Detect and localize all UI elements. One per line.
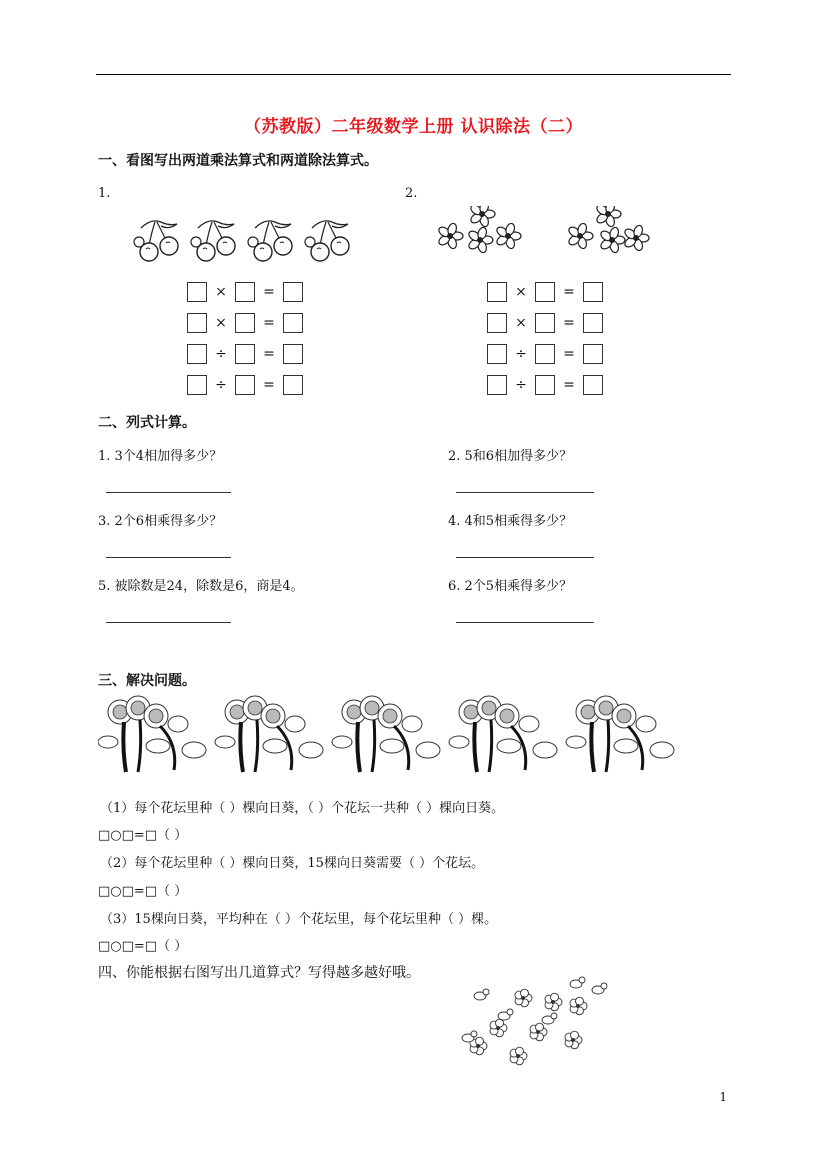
answer-box[interactable] [187,313,207,333]
answer-box[interactable] [283,344,303,364]
flowers-illustration [436,206,681,262]
equation-grid-2 [487,279,603,403]
page-number: 1 [719,1090,727,1104]
scene-animal [498,1009,513,1020]
answer-box[interactable] [187,282,207,302]
cherry-pair [248,221,292,261]
problem-2-equation: □○□=□（ ） [98,884,188,899]
equals-sign: = [263,377,275,393]
sunflower-bed [449,696,557,772]
cherry-pair [305,221,349,261]
operator-sign: ÷ [215,346,227,362]
equation-row [187,279,303,305]
answer-box[interactable] [283,313,303,333]
answer-box[interactable] [487,282,507,302]
answer-line-6[interactable] [456,622,594,623]
answer-box[interactable] [535,282,555,302]
scene-flower [570,997,587,1015]
equation-row [187,310,303,336]
equals-sign: = [563,346,575,362]
sunflower-bed [215,696,323,772]
flower [623,224,649,251]
problem-2-text: （2）每个花坛里种（ ）棵向日葵，15棵向日葵需要（ ）个花坛。 [100,856,485,871]
sunflower-bed [98,696,206,772]
equation-row [487,341,603,367]
flower [599,226,625,253]
scene-animal [592,983,607,994]
equals-sign: = [563,284,575,300]
calc-question-5: 5. 被除数是24，除数是6，商是4。 [98,579,304,594]
q2-label: 2. [405,186,418,201]
equation-row [187,372,303,398]
scene-animal [570,977,585,988]
answer-line-3[interactable] [106,557,231,558]
answer-box[interactable] [187,375,207,395]
section1-heading: 一、看图写出两道乘法算式和两道除法算式。 [98,153,378,169]
sunflower-beds-illustration [98,694,688,779]
equation-row [187,341,303,367]
answer-box[interactable] [535,313,555,333]
scene-flower [545,993,562,1011]
flower [467,226,493,253]
sunflower-bed [332,696,440,772]
answer-line-5[interactable] [106,622,231,623]
equation-grid-1 [187,279,303,403]
operator-sign: ÷ [515,346,527,362]
problem-3-text: （3）15棵向日葵，平均种在（ ）个花坛里，每个花坛里种（ ）棵。 [100,912,498,927]
answer-box[interactable] [235,375,255,395]
equals-sign: = [563,315,575,331]
equation-row [487,279,603,305]
scene-flower [490,1019,507,1037]
q1-label: 1. [98,186,111,201]
flower [437,222,463,249]
operator-sign: ÷ [215,377,227,393]
operator-sign: × [515,284,527,300]
answer-box[interactable] [583,313,603,333]
cherries-illustration [133,216,363,266]
cherry-pair [134,221,178,261]
scene-flower [515,989,532,1007]
answer-line-1[interactable] [106,492,231,493]
calc-question-4: 4. 4和5相乘得多少？ [448,514,573,529]
equals-sign: = [263,346,275,362]
scene-flower [510,1047,527,1065]
animals-flowers-illustration [458,976,618,1071]
equals-sign: = [263,284,275,300]
problem-1-text: （1）每个花坛里种（ ）棵向日葵，（ ）个花坛一共种（ ）棵向日葵。 [100,801,505,816]
answer-box[interactable] [235,344,255,364]
answer-box[interactable] [487,344,507,364]
equation-row [487,372,603,398]
scene-flower [565,1031,582,1049]
calc-question-6: 6. 2个5相乘得多少？ [448,579,573,594]
answer-box[interactable] [235,282,255,302]
operator-sign: × [215,315,227,331]
answer-box[interactable] [487,375,507,395]
cherry-pair [191,221,235,261]
answer-box[interactable] [535,375,555,395]
sunflower-bed [566,696,674,772]
operator-sign: × [215,284,227,300]
header-rule [96,74,731,75]
answer-box[interactable] [583,375,603,395]
answer-line-2[interactable] [456,492,594,493]
flower [567,222,593,249]
problem-1-equation: □○□=□（ ） [98,828,188,843]
operator-sign: × [515,315,527,331]
flower [595,206,621,228]
answer-box[interactable] [187,344,207,364]
answer-box[interactable] [583,344,603,364]
page-title: （苏教版）二年级数学上册 认识除法（二） [244,117,583,137]
problem-3-equation: □○□=□（ ） [98,939,188,954]
scene-flower [530,1023,547,1041]
answer-box[interactable] [283,375,303,395]
scene-animal [542,1013,557,1024]
calc-question-1: 1. 3个4相加得多少？ [98,449,223,464]
answer-box[interactable] [583,282,603,302]
section3-heading: 三、解决问题。 [98,673,196,689]
scene-animal [474,989,489,1000]
flower [495,222,521,249]
calc-question-3: 3. 2个6相乘得多少？ [98,514,223,529]
flower [469,206,495,228]
answer-line-4[interactable] [456,557,594,558]
equals-sign: = [263,315,275,331]
equals-sign: = [563,377,575,393]
answer-box[interactable] [535,344,555,364]
answer-box[interactable] [235,313,255,333]
section4-heading: 四、你能根据右图写出几道算式？写得越多越好哦。 [98,965,420,981]
answer-box[interactable] [283,282,303,302]
operator-sign: ÷ [515,377,527,393]
calc-question-2: 2. 5和6相加得多少？ [448,449,573,464]
equation-row [487,310,603,336]
answer-box[interactable] [487,313,507,333]
section2-heading: 二、列式计算。 [98,415,196,431]
